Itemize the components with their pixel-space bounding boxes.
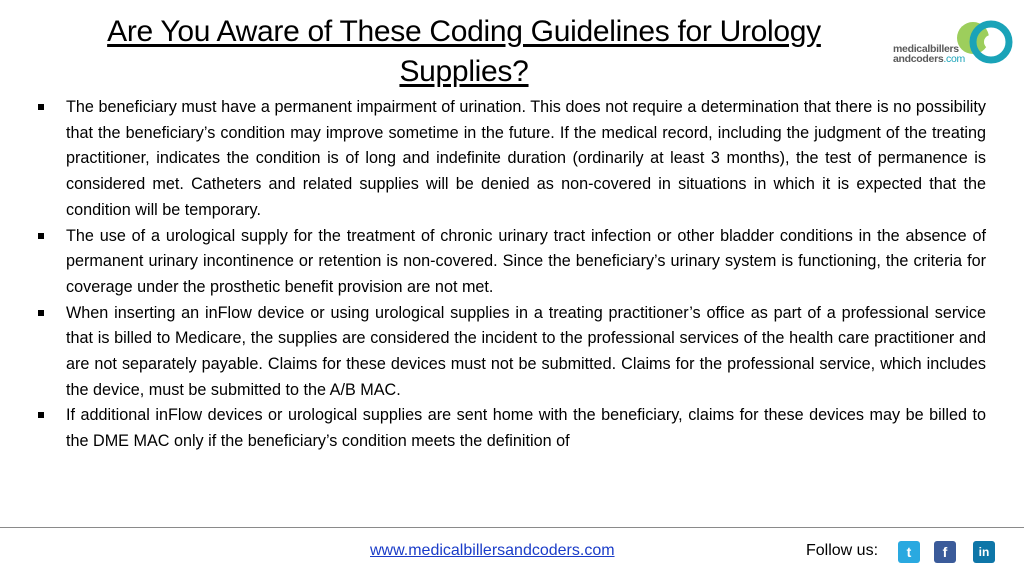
list-item-text: When inserting an inFlow device or using urological supplies in a treating practitioner’s office as part of a professional service that is billed to Medicare, the supplies are considered the incident to the professional services of the health care practitioner and are not separately payable. Claims for these devices must not be submitted. Claims for the professional service, which includes the device, must be submitted to the A/B MAC.	[66, 303, 986, 399]
list-item-text: The beneficiary must have a permanent impairment of urination. This does not require a determination that there is no possibility that the beneficiary’s condition may improve sometime in the future. If the medical record, including the judgment of the treating practitioner, indicates the condition is of long and indefinite duration (ordinarily at least 3 months), the test of permanence is considered met. Catheters and related supplies will be denied as non-covered in situations in which it is expected that the condition will be temporary.	[66, 98, 986, 219]
slide-title: Are You Aware of These Coding Guidelines for Urology Supplies?	[107, 15, 821, 88]
list-item-text: If additional inFlow devices or urological supplies are sent home with the beneficiary, claims for these devices may be billed to the DME MAC only if the beneficiary’s condition meets the definition of	[66, 406, 986, 451]
logo-text: medicalbillers andcoders.com	[893, 43, 965, 65]
website-link[interactable]: www.medicalbillersandcoders.com	[370, 542, 615, 559]
facebook-icon[interactable]: f	[934, 541, 956, 563]
footer-divider	[0, 527, 1024, 528]
twitter-icon[interactable]: t	[898, 541, 920, 563]
bullet-square-icon	[38, 310, 44, 316]
list-item	[34, 301, 986, 404]
company-logo	[893, 8, 1018, 74]
bullet-square-icon	[38, 104, 44, 110]
bullet-list	[34, 95, 986, 455]
list-item	[34, 95, 986, 224]
bullet-square-icon	[38, 233, 44, 239]
follow-label: Follow us:	[806, 542, 879, 559]
bullet-square-icon	[38, 412, 44, 418]
list-item-text: The use of a urological supply for the treatment of chronic urinary tract infection or other bladder conditions in the absence of permanent urinary incontinence or retention is non-covered. Since the beneficiary’s urinary system is functioning, the criteria for coverage under the prosthetic benefit provision are not met.	[66, 226, 986, 296]
list-item	[34, 403, 986, 454]
linkedin-icon[interactable]: in	[973, 541, 995, 563]
list-item	[34, 224, 986, 301]
